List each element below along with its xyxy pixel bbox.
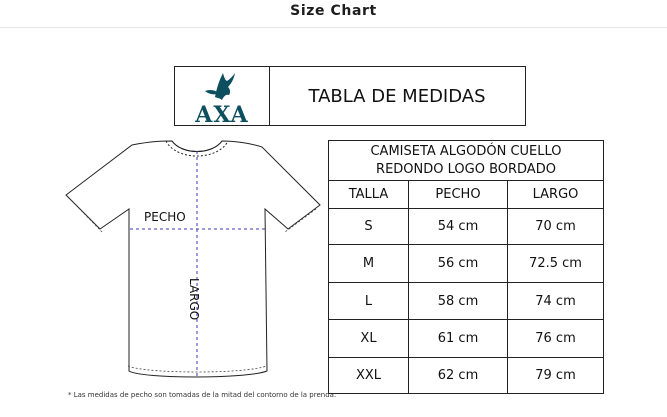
- length-cell: 70 cm: [535, 219, 576, 234]
- size-cell: M: [329, 245, 409, 282]
- footnote: * Las medidas de pecho son tomadas de la mitad del contorno de la prenda.: [68, 391, 337, 399]
- chest-label: PECHO: [144, 210, 186, 224]
- size-table-title-line2: REDONDO LOGO BORDADO: [376, 162, 556, 177]
- size-cell: XL: [329, 320, 409, 357]
- brand-name: AXA: [195, 102, 249, 128]
- tshirt-diagram: [62, 133, 324, 398]
- size-cell: XXL: [329, 358, 409, 393]
- chest-cell: 58 cm: [409, 283, 508, 319]
- brand-banner: [174, 66, 526, 126]
- table-row: [329, 358, 603, 393]
- length-cell: 74 cm: [535, 293, 576, 309]
- size-cell: S: [329, 209, 409, 244]
- column-header-chest: PECHO: [409, 181, 508, 208]
- length-cell: 79 cm: [535, 368, 576, 383]
- size-table-title: [329, 141, 603, 181]
- page-title: Size Chart: [290, 3, 377, 19]
- chest-cell: 62 cm: [409, 358, 508, 393]
- length-label: LARGO: [187, 278, 201, 321]
- size-table: [328, 140, 604, 394]
- tshirt-outline-icon: [62, 133, 324, 398]
- size-cell: L: [329, 283, 409, 319]
- table-title: TABLA DE MEDIDAS: [308, 86, 486, 107]
- table-row: [329, 283, 603, 320]
- page-header: [0, 0, 667, 28]
- eagle-icon: [175, 67, 269, 107]
- chest-cell: 56 cm: [409, 245, 508, 282]
- table-header-row: [329, 181, 603, 209]
- brand-logo: [175, 67, 270, 128]
- length-cell: 76 cm: [535, 331, 576, 346]
- table-row: [329, 245, 603, 283]
- table-row: [329, 209, 603, 245]
- chest-cell: 54 cm: [409, 209, 508, 244]
- column-header-length: LARGO: [532, 187, 579, 202]
- size-table-title-line1: CAMISETA ALGODÓN CUELLO: [370, 144, 562, 159]
- length-cell: 72.5 cm: [529, 256, 582, 271]
- table-row: [329, 320, 603, 358]
- chest-cell: 61 cm: [409, 320, 508, 357]
- column-header-size: TALLA: [329, 181, 409, 208]
